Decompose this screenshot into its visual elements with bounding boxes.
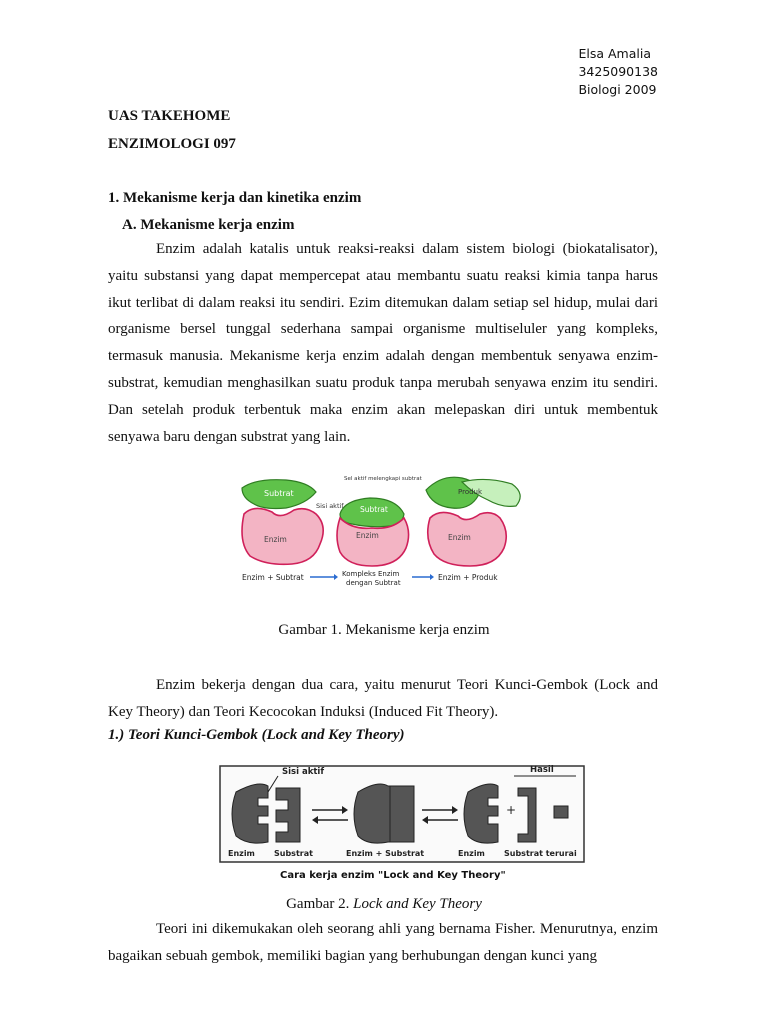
label-subtrat: Subtrat bbox=[264, 489, 294, 498]
enzyme-1 bbox=[232, 784, 268, 843]
section-heading: 1. Mekanisme kerja dan kinetika enzim bbox=[108, 190, 362, 206]
paragraph-3 bbox=[108, 916, 658, 970]
label-eq-2a: Kompleks Enzim bbox=[342, 570, 400, 578]
lock-and-key-figure bbox=[218, 758, 588, 884]
label-enzim-substrat: Enzim + Substrat bbox=[346, 849, 425, 858]
figure-2-caption-prefix: Gambar 2. bbox=[286, 896, 354, 912]
label-sel-aktif: Sel aktif melengkapi subtrat bbox=[344, 476, 422, 482]
author-class: Biologi 2009 bbox=[578, 82, 657, 97]
paragraph-2 bbox=[108, 672, 658, 726]
label-produk: Produk bbox=[458, 488, 483, 496]
paragraph-1 bbox=[108, 236, 658, 450]
substrate-1 bbox=[276, 788, 300, 842]
label-substrat: Substrat bbox=[274, 849, 313, 858]
figure-2-caption-italic: Lock and Key Theory bbox=[353, 896, 482, 912]
author-header bbox=[578, 45, 658, 99]
doc-subtitle: ENZIMOLOGI 097 bbox=[108, 136, 236, 152]
paragraph-3-text: Teori ini dikemukakan oleh seorang ahli yang bernama Fisher. Menurutnya, enzim bagaikan sebuah gembok, memiliki bagian yang berhubungan dengan kunci yang bbox=[108, 921, 658, 964]
label-enzim-2: Enzim bbox=[458, 849, 485, 858]
figure-2-caption bbox=[0, 896, 768, 913]
author-name: Elsa Amalia bbox=[578, 46, 651, 61]
enzyme-substrate-complex bbox=[354, 784, 414, 843]
figure-1-caption: Gambar 1. Mekanisme kerja enzim bbox=[278, 622, 490, 638]
enzyme-3 bbox=[464, 784, 498, 843]
label-subtrat-2: Subtrat bbox=[360, 505, 388, 514]
product-2 bbox=[554, 806, 568, 818]
label-enzim-3: Enzim bbox=[448, 533, 471, 542]
theory-heading: 1.) Teori Kunci-Gembok (Lock and Key Theory) bbox=[108, 727, 405, 743]
label-enzim-1: Enzim bbox=[264, 535, 287, 544]
enzyme-mechanism-figure bbox=[236, 470, 526, 590]
paragraph-2-text: Enzim bekerja dengan dua cara, yaitu menurut Teori Kunci-Gembok (Lock and Key Theory) dan Teori Kecocokan Induksi (Induced Fit Theory). bbox=[108, 677, 658, 720]
doc-title: UAS TAKEHOME bbox=[108, 108, 231, 124]
paragraph-1-text: Enzim adalah katalis untuk reaksi-reaksi dalam sistem biologi (biokatalisator), yaitu substansi yang dapat mempercepat atau membantu suatu reaksi kimia tanpa harus ikut terlibat di dalam reaksi itu sendiri. Ezim ditemukan dalam setiap sel hidup, mulai dari organisme bersel tunggal sederhana sampai organisme multiseluler yang kompleks, termasuk manusia. Mekanisme kerja enzim adalah dengan membentuk senyawa enzim-substrat, kemudian menghasilkan suatu produk tanpa merubah senyawa enzim itu sendiri. Dan setelah produk terbentuk maka enzim akan melepaskan diri untuk membentuk senyawa baru dengan substrat yang lain. bbox=[108, 241, 658, 445]
author-id: 3425090138 bbox=[578, 64, 658, 79]
plus-sign: + bbox=[506, 803, 517, 817]
arrowhead-2 bbox=[430, 574, 434, 580]
label-enzim: Enzim bbox=[228, 849, 255, 858]
label-sisi-aktif: Sisi aktif bbox=[282, 767, 325, 777]
figure-2-title: Cara kerja enzim "Lock and Key Theory" bbox=[280, 870, 506, 881]
subsection-heading: A. Mekanisme kerja enzim bbox=[122, 217, 295, 233]
label-eq-1: Enzim + Subtrat bbox=[242, 573, 304, 582]
label-hasil: Hasil bbox=[530, 765, 554, 775]
label-eq-2b: dengan Subtrat bbox=[346, 579, 401, 587]
label-sisi-aktif: Sisi aktif bbox=[316, 502, 344, 510]
label-substrat-terurai: Substrat terurai bbox=[504, 849, 577, 858]
label-enzim-2: Enzim bbox=[356, 531, 379, 540]
label-eq-3: Enzim + Produk bbox=[438, 573, 498, 582]
arrowhead-1 bbox=[334, 574, 338, 580]
